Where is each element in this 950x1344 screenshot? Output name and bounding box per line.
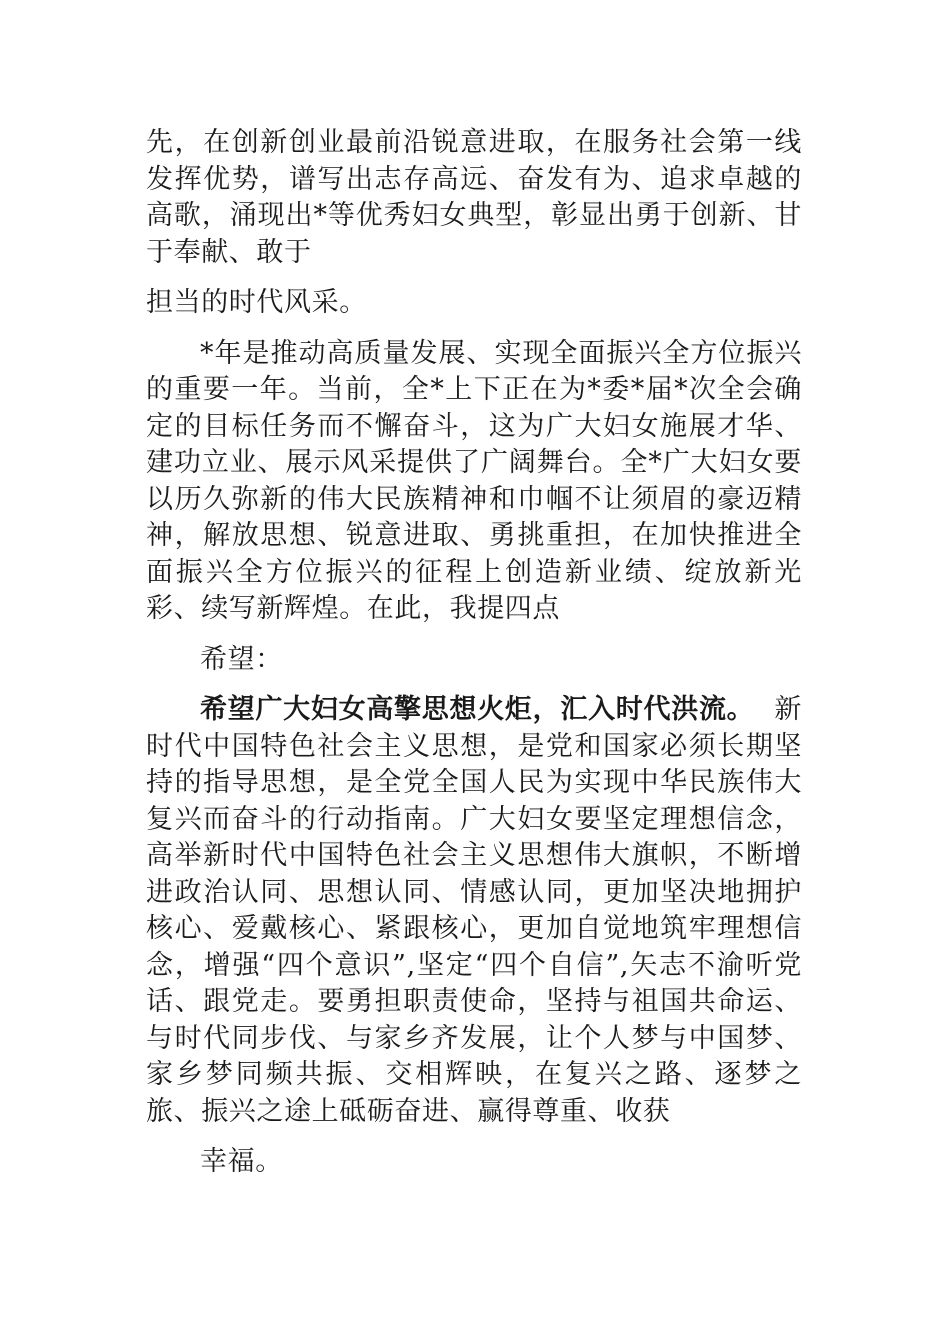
- paragraph-2: [146, 336, 802, 679]
- paragraph-3-heading: 希望广大妇女高擎思想火炬，汇入时代洪流。: [200, 694, 755, 725]
- paragraph-3: [146, 692, 802, 1181]
- paragraph-1-text: 先，在创新创业最前沿锐意进取，在服务社会第一线发挥优势，谱写出志存高远、奋发有为、追求卓越的高歌，涌现出*等优秀妇女典型，彰显出勇于创新、甘于奉献、敢于: [146, 127, 802, 268]
- paragraph-2-text: *年是推动高质量发展、实现全面振兴全方位振兴的重要一年。当前，全*上下正在为*委*届*次全会确定的目标任务而不懈奋斗，这为广大妇女施展才华、建功立业、展示风采提供了广阔舞台。全*广大妇女要以历久弥新的伟大民族精神和巾帼不让须眉的豪迈精神，解放思想、锐意进取、勇挑重担，在加快推进全面振兴全方位振兴的征程上创造新业绩、绽放新光彩、续写新辉煌。在此，我提四点: [146, 337, 802, 624]
- paragraph-3-tail: 幸福。: [200, 1146, 283, 1177]
- paragraph-3-text: 新时代中国特色社会主义思想，是党和国家必须长期坚持的指导思想，是全党全国人民为实现中华民族伟大复兴而奋斗的行动指南。广大妇女要坚定理想信念，高举新时代中国特色社会主义思想伟大旗帜，不断增进政治认同、思想认同、情感认同，更加坚决地拥护核心、爱戴核心、紧跟核心，更加自觉地筑牢理想信念，增强“四个意识”,坚定“四个自信”,矢志不渝听党话、跟党走。要勇担职责使命，坚持与祖国共命运、与时代同步伐、与家乡齐发展，让个人梦与中国梦、家乡梦同频共振、交相辉映，在复兴之路、逐梦之旅、振兴之途上砥砺奋进、赢得尊重、收获: [146, 694, 802, 1127]
- paragraph-1: [146, 125, 802, 322]
- document-body: [146, 125, 802, 1181]
- paragraph-2-tail: 希望：: [200, 643, 283, 675]
- paragraph-1-tail: 担当的时代风采。: [146, 287, 367, 318]
